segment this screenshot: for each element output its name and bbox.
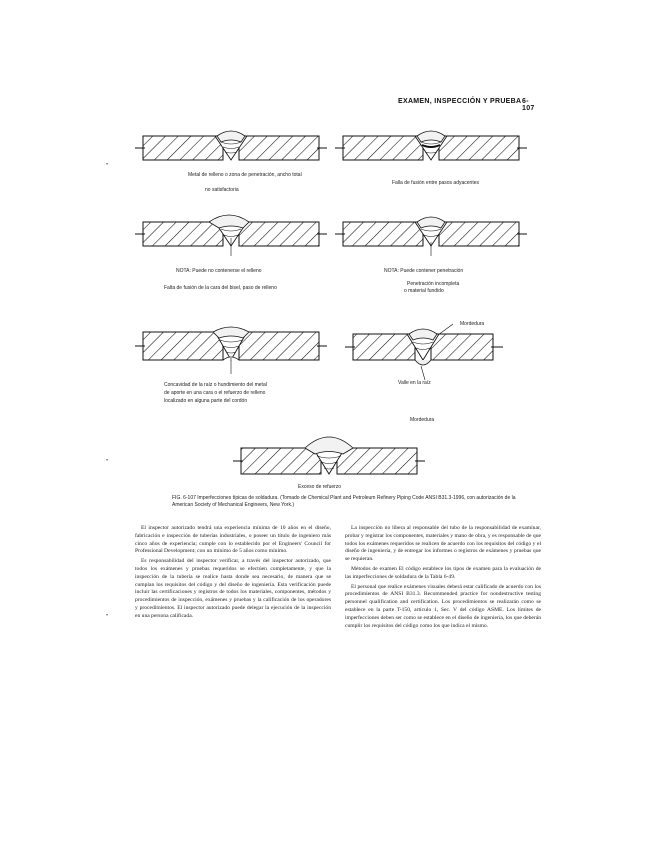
running-header (398, 98, 535, 112)
figure-caption: FIG. 6-107 Imperfecciones típicas de soldadura. (Tomado de Chemical Plant and Petroleum Refinery Piping Code ANSI B31.3-1996, con autorización de la American Society of Mechanical Engineers, New York.) (172, 495, 516, 508)
weld-diagram-d (335, 212, 527, 256)
figure-c-caption: Falta de fusión de la cara del bisel, paso de relleno (164, 285, 277, 291)
margin-mark: • (106, 162, 109, 168)
right-column (345, 525, 541, 632)
figure-e-caption-3: localizado en alguna parte del cordón (164, 398, 248, 404)
figure-f-label-root-valley: Valle en la raíz (398, 380, 431, 386)
figure-d-caption-1: Penetración incompleta (407, 281, 460, 287)
left-paragraph-2: Es responsabilidad del inspector verificar, a través del inspector autorizado, que todos los exámenes y pruebas requeridos se efectúen completamente, y que la inspección de la tubería se realice hasta donde sea necesario, de manera que se cumplan los requisitos del código y del diseño de ingeniería. Esta verificación puede incluir las certificaciones y registros de todos los materiales, componentes, métodos y procedimientos de inspección, exámenes y pruebas y la calificación de los operadores y procedimientos. El inspector autorizado puede delegar la ejecución de la inspección en una persona calificada. (135, 558, 331, 619)
running-header-section: EXAMEN, INSPECCIÓN Y PRUEBA (398, 98, 522, 105)
figure-b-caption: Falla de fusión entre pasos adyacentes (392, 180, 479, 186)
weld-diagram-f (345, 320, 503, 384)
weld-diagram-c (135, 212, 327, 256)
figure-a-caption-1: Metal de relleno o zona de penetración, ancho total (188, 172, 302, 178)
left-paragraph-1: El inspector autorizado tendrá una experiencia mínima de 10 años en el diseño, fabricación e inspección de tuberías industriales, o poseer un título de ingeniero más cinco años de experiencia; cumple con lo establecido por el Engineers' Council for Professional Development; con un mínimo de 5 años como mínimo. (135, 525, 331, 555)
figure-g-caption: Exceso de refuerzo (298, 484, 342, 490)
figure-a-caption-2: no satisfactoria (205, 187, 239, 193)
right-paragraph-2: Métodos de examen El código establece los tipos de examen para la evaluación de las imperfecciones de soldadura de la Tabla 6-49. (345, 565, 541, 580)
page-number: 6-107 (522, 98, 535, 112)
right-paragraph-3: El personal que realice exámenes visuales deberá estar calificado de acuerdo con los procedimientos de ANSI B31.3. Recommended practice for nondestructive testing personnel qualification and certification. Los procedimientos se realizarán como se establece en la parte T-150, artículo 1, Sec. V del código ASME. Los límites de imperfecciones deben ser como se establece en el diseño de ingeniería, los que deberán cumplir los requisitos del código como los que indica el mismo. (345, 583, 541, 629)
weld-diagram-e (135, 322, 327, 374)
figure-e-caption-2: de aporte en una cara o el refuerzo de relleno (164, 390, 266, 396)
weld-diagram-a (135, 128, 327, 170)
right-paragraph-1: La inspección no libera al responsable del tubo de la responsabilidad de examinar, probar y registrar los componentes, materiales y mano de obra, y es responsable de que todos los exámenes requeridos se realicen de acuerdo con los requisitos del código y el diseño de ingeniería, y de entregar los informes o registros de exámenes y pruebas que se requieran. (345, 525, 541, 563)
figure-d-caption-2: o material fundido (404, 288, 444, 294)
margin-mark: • (106, 458, 109, 464)
weld-diagram-g (233, 432, 425, 484)
margin-mark: • (106, 613, 109, 619)
figure-e-caption-1: Concavidad de la raíz o hundimiento del metal (164, 382, 267, 388)
figure-f-label-undercut-top: Mordedura (460, 321, 485, 327)
figure-c-note: NOTA: Puede no contenerse el relleno (176, 268, 262, 274)
figure-f-caption: Mordedura (410, 417, 435, 423)
figure-d-note: NOTA: Puede contener penetración (384, 268, 464, 274)
left-column (135, 525, 331, 623)
weld-diagram-b (335, 128, 527, 170)
